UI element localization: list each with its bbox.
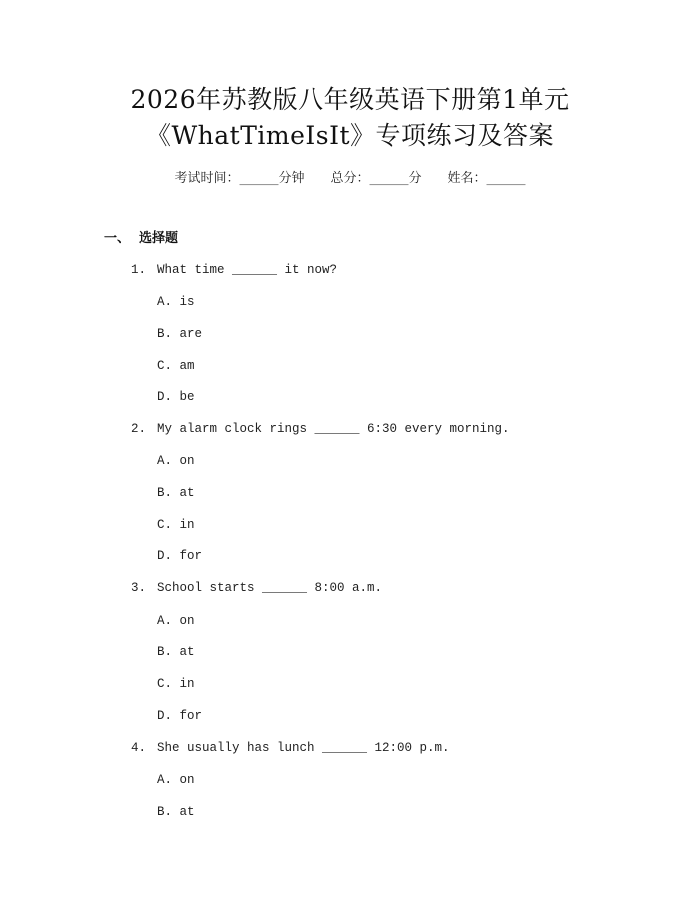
answer-option: D. for [157,709,203,723]
answer-option: B. at [157,645,195,659]
question-text: What time ______ it now? [157,263,338,277]
answer-option: D. be [157,390,195,404]
question-number: 1. [131,263,147,277]
question-number: 3. [131,581,147,595]
question-text: She usually has lunch ______ 12:00 p.m. [157,741,450,755]
student-name-field: 姓名：______ [447,171,526,186]
answer-option: C. in [157,518,195,532]
answer-option: C. am [157,359,195,373]
question-text: My alarm clock rings ______ 6:30 every morning. [157,422,510,436]
exam-meta-row [0,170,700,188]
answer-option: B. at [157,805,195,819]
document-title-line-1: 2026年苏教版八年级英语下册第1单元 [130,85,570,114]
section-heading-multiple-choice: 一、 选择题 [104,231,179,246]
answer-option: D. for [157,549,203,563]
question-number: 4. [131,741,147,755]
total-score-field: 总分：______分 [330,171,422,186]
answer-option: C. in [157,677,195,691]
answer-option: A. is [157,295,195,309]
answer-option: B. at [157,486,195,500]
answer-option: A. on [157,614,195,628]
question-text: School starts ______ 8:00 a.m. [157,581,383,595]
answer-option: A. on [157,773,195,787]
question-number: 2. [131,422,147,436]
exam-time-field: 考试时间：______分钟 [174,171,305,186]
document-title-line-2: 《WhatTimeIsIt》专项练习及答案 [145,121,555,150]
answer-option: A. on [157,454,195,468]
answer-option: B. are [157,327,203,341]
